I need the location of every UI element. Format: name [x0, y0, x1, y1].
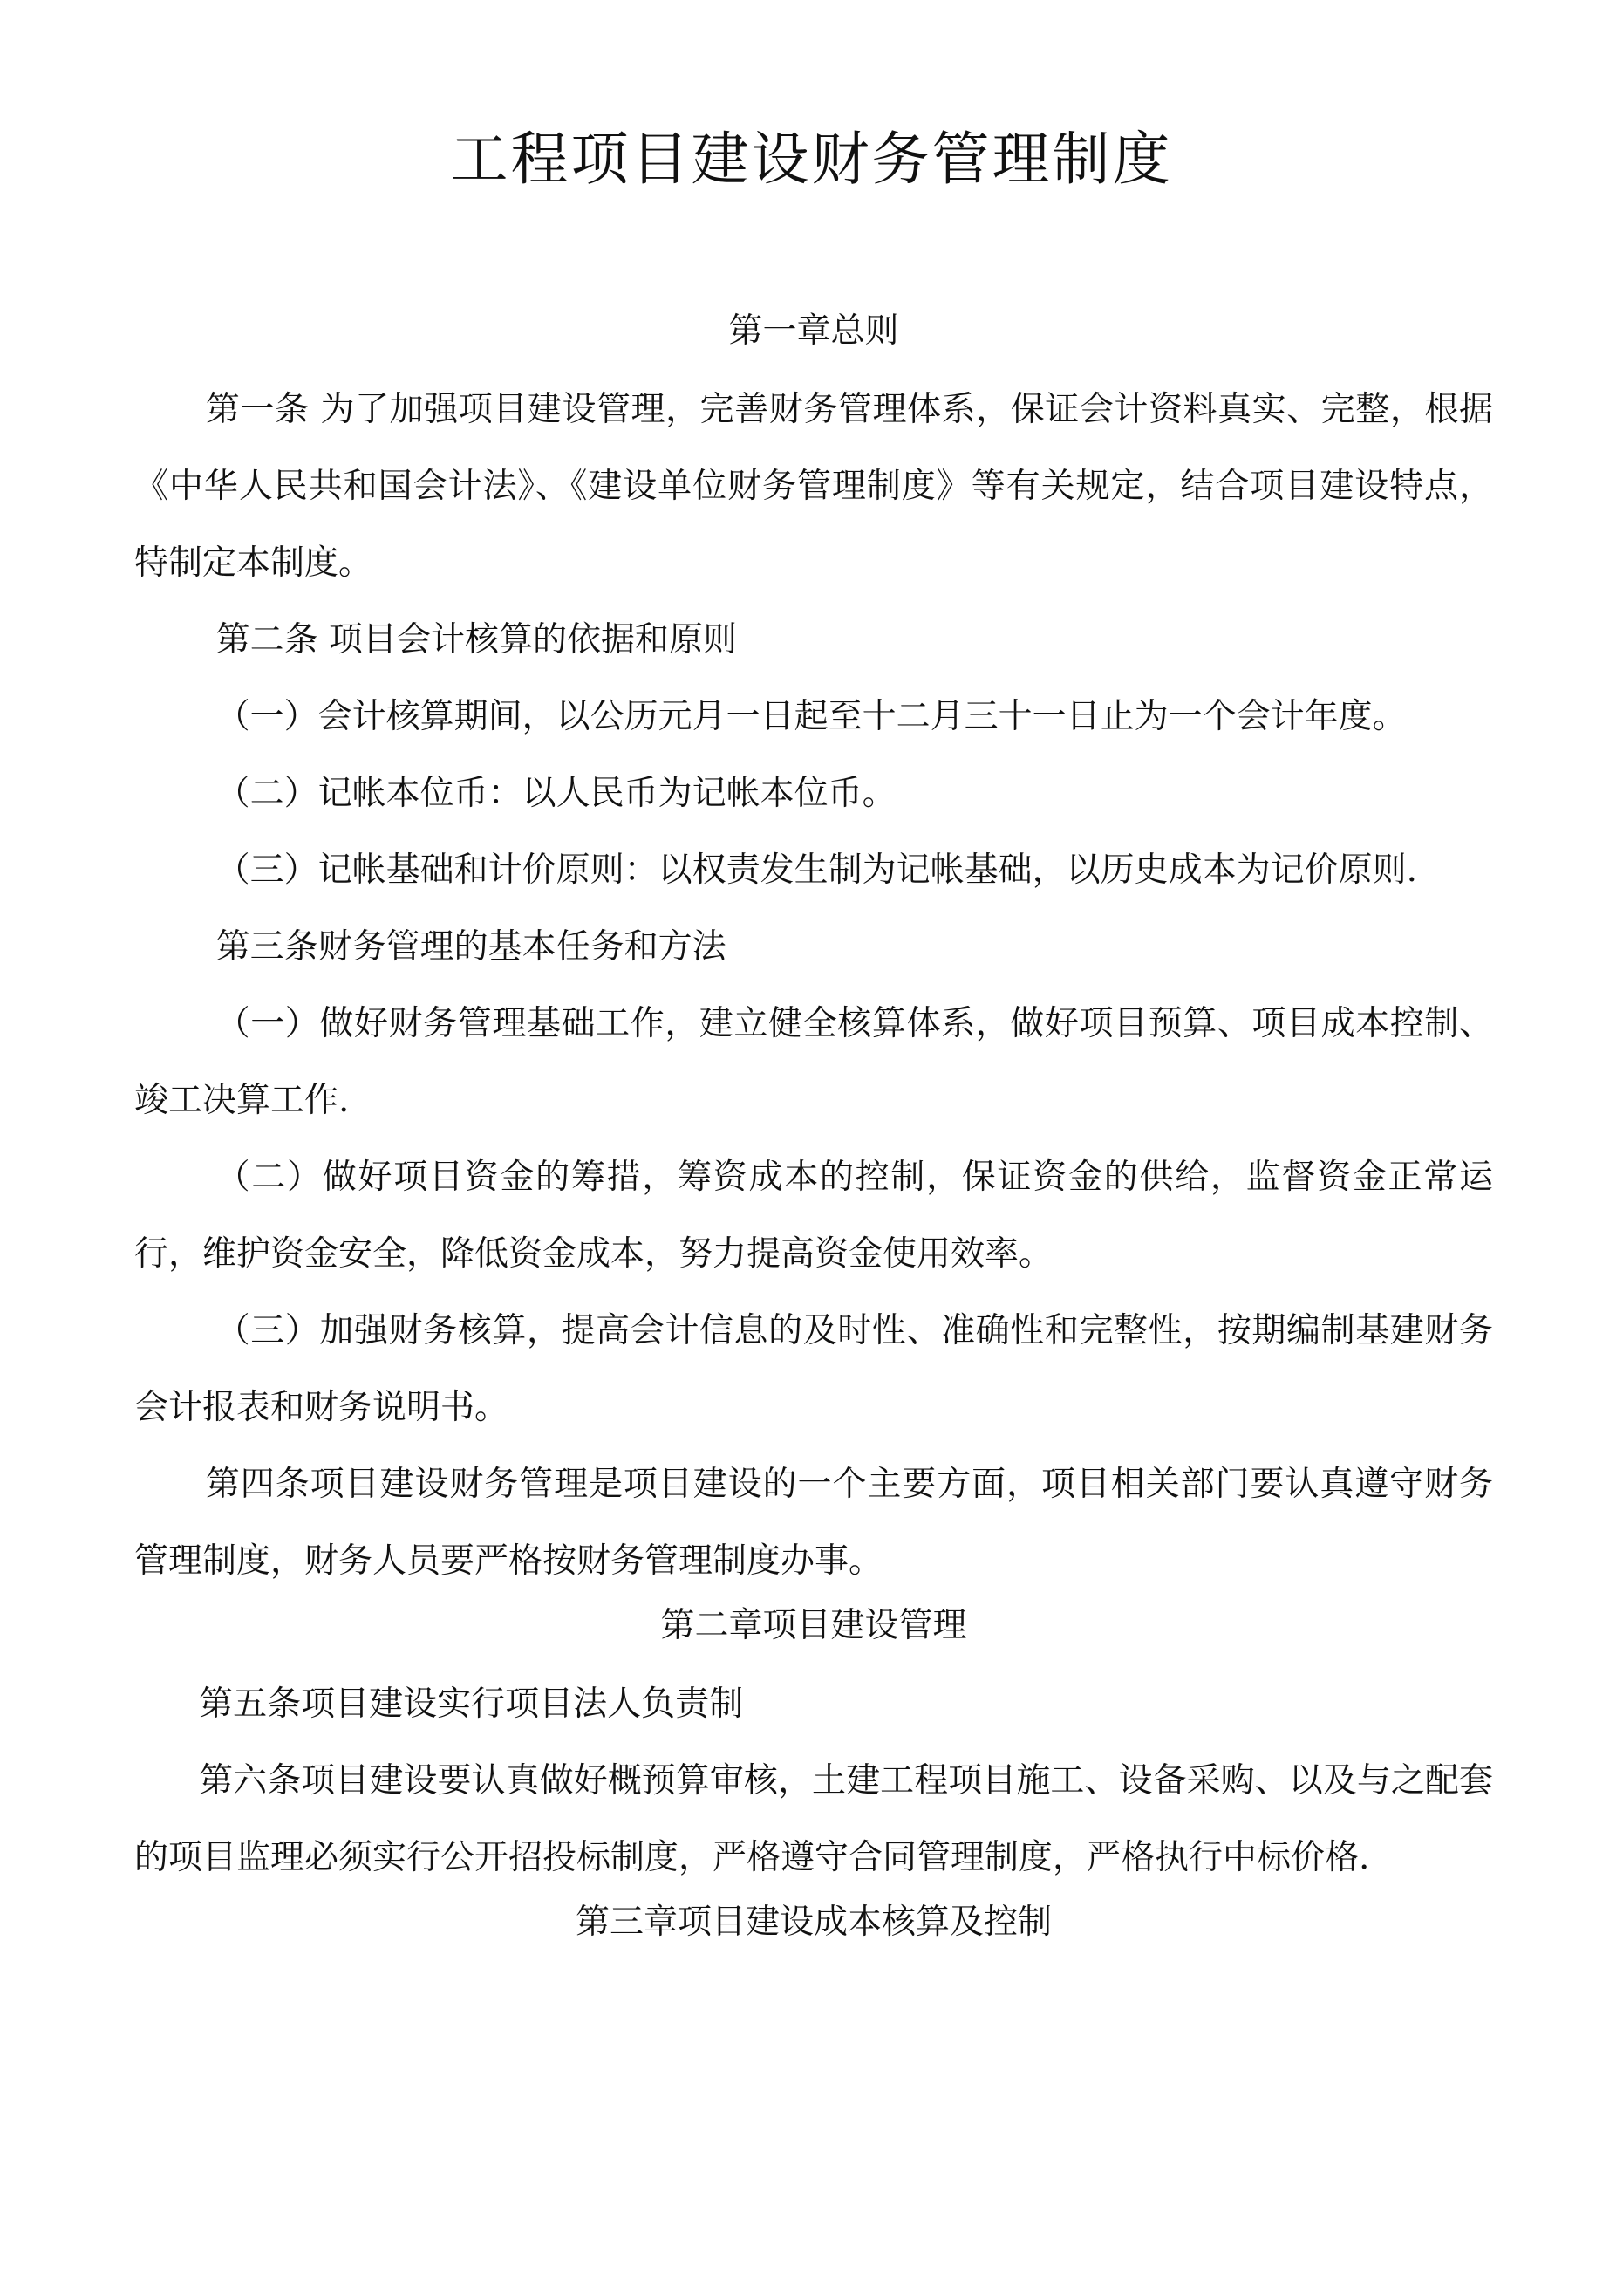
chapter-heading: 第三章项目建设成本核算及控制	[575, 1903, 1052, 1942]
paragraph: 第一条 为了加强项目建设管理，完善财务管理体系，保证会计资料真实、完整，根据《中华人民共和国会计法》、《建设单位财务管理制度》等有关规定，结合项目建设特点，特制定本制度。	[134, 390, 1493, 583]
chapter-heading: 第一章总则	[728, 311, 899, 351]
document-body	[134, 305, 1493, 1963]
paragraph: （一）会计核算期间，以公历元月一日起至十二月三十一日止为一个会计年度。	[215, 697, 1407, 736]
paragraph: 第六条项目建设要认真做好概预算审核，土建工程项目施工、设备采购、以及与之配套的项目监理必须实行公开招投标制度，严格遵守合同管理制度，严格执行中标价格.	[134, 1761, 1493, 1877]
paragraph: （二）做好项目资金的筹措，筹资成本的控制，保证资金的供给，监督资金正常运行，维护资金安全，降低资金成本，努力提高资金使用效率。	[134, 1158, 1493, 1274]
chapter-heading: 第二章项目建设管理	[660, 1606, 967, 1645]
paragraph: （三）记帐基础和计价原则：以权责发生制为记帐基础，以历史成本为记价原则.	[215, 851, 1417, 890]
paragraph: 第四条项目建设财务管理是项目建设的一个主要方面，项目相关部门要认真遵守财务管理制度，财务人员要严格按财务管理制度办事。	[134, 1465, 1493, 1581]
paragraph: 第二条 项目会计核算的依据和原则	[215, 620, 737, 659]
paragraph: （一）做好财务管理基础工作，建立健全核算体系，做好项目预算、项目成本控制、竣工决算工作.	[134, 1004, 1493, 1120]
paragraph: （三）加强财务核算，提高会计信息的及时性、准确性和完整性，按期编制基建财务会计报表和财务说明书。	[134, 1311, 1493, 1427]
document-title: 工程项目建设财务管理制度	[450, 126, 1173, 193]
paragraph: （二）记帐本位币：以人民币为记帐本位币。	[215, 774, 897, 813]
paragraph: 第五条项目建设实行项目法人负责制	[199, 1684, 744, 1724]
paragraph: 第三条财务管理的基本任务和方法	[215, 927, 726, 967]
